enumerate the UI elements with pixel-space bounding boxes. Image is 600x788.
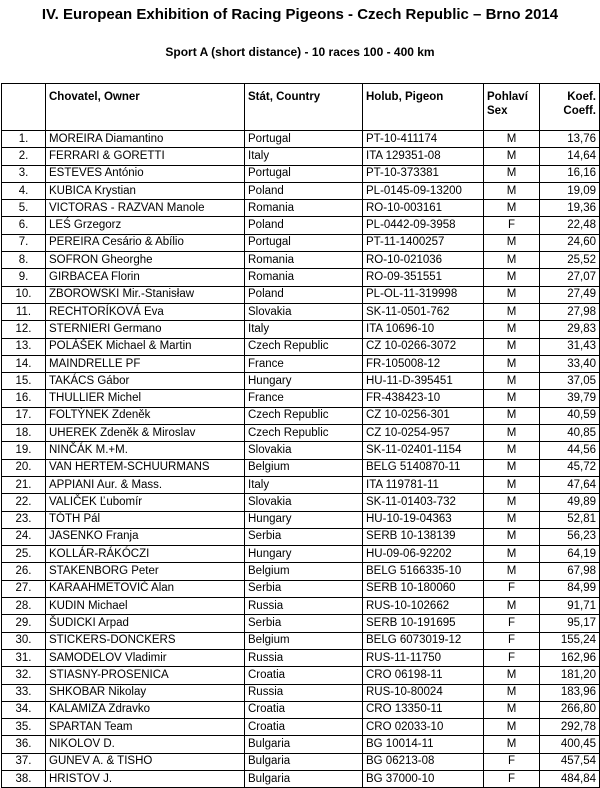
cell-rank: 3. [2, 165, 46, 182]
cell-rank: 37. [2, 753, 46, 770]
cell-coefficient: 266,80 [540, 701, 600, 718]
cell-coefficient: 56,23 [540, 528, 600, 545]
cell-rank: 1. [2, 131, 46, 148]
cell-country: Slovakia [245, 494, 363, 511]
cell-sex: M [484, 494, 540, 511]
cell-country: Italy [245, 148, 363, 165]
cell-pigeon: HU-10-19-04363 [363, 511, 484, 528]
cell-country: Russia [245, 598, 363, 615]
cell-sex: M [484, 476, 540, 493]
cell-sex: M [484, 407, 540, 424]
table-row [2, 407, 600, 424]
cell-sex: M [484, 701, 540, 718]
cell-sex: M [484, 373, 540, 390]
cell-pigeon: PT-10-373381 [363, 165, 484, 182]
cell-country: Belgium [245, 459, 363, 476]
cell-rank: 35. [2, 719, 46, 736]
table-row [2, 286, 600, 303]
cell-coefficient: 484,84 [540, 770, 600, 787]
cell-pigeon: RUS-10-80024 [363, 684, 484, 701]
cell-coefficient: 25,52 [540, 252, 600, 269]
cell-coefficient: 49,89 [540, 494, 600, 511]
cell-sex: M [484, 252, 540, 269]
cell-sex: F [484, 217, 540, 234]
cell-sex: M [484, 442, 540, 459]
cell-owner: VICTORAS - RAZVAN Manole [46, 200, 245, 217]
table-row [2, 770, 600, 787]
cell-coefficient: 67,98 [540, 563, 600, 580]
cell-country: Serbia [245, 580, 363, 597]
cell-coefficient: 183,96 [540, 684, 600, 701]
cell-rank: 28. [2, 598, 46, 615]
cell-rank: 15. [2, 373, 46, 390]
cell-coefficient: 40,59 [540, 407, 600, 424]
cell-country: Poland [245, 217, 363, 234]
cell-rank: 17. [2, 407, 46, 424]
cell-coefficient: 27,07 [540, 269, 600, 286]
cell-rank: 9. [2, 269, 46, 286]
cell-coefficient: 91,71 [540, 598, 600, 615]
table-row [2, 494, 600, 511]
cell-pigeon: RO-10-021036 [363, 252, 484, 269]
cell-sex: M [484, 667, 540, 684]
cell-owner: GIRBACEA Florin [46, 269, 245, 286]
cell-owner: STIASNY-PROSENICA [46, 667, 245, 684]
cell-owner: SAMODELOV Vladimir [46, 649, 245, 666]
cell-coefficient: 155,24 [540, 632, 600, 649]
cell-rank: 25. [2, 546, 46, 563]
cell-country: Romania [245, 252, 363, 269]
table-row [2, 684, 600, 701]
cell-country: Russia [245, 684, 363, 701]
cell-pigeon: SERB 10-138139 [363, 528, 484, 545]
cell-sex: M [484, 321, 540, 338]
cell-pigeon: CZ 10-0266-3072 [363, 338, 484, 355]
cell-country: Russia [245, 649, 363, 666]
cell-pigeon: RO-09-351551 [363, 269, 484, 286]
cell-rank: 29. [2, 615, 46, 632]
cell-pigeon: ITA 129351-08 [363, 148, 484, 165]
cell-rank: 38. [2, 770, 46, 787]
cell-owner: TÓTH Pál [46, 511, 245, 528]
cell-country: Bulgaria [245, 736, 363, 753]
cell-rank: 6. [2, 217, 46, 234]
cell-rank: 13. [2, 338, 46, 355]
cell-country: Croatia [245, 667, 363, 684]
cell-owner: KALAMIZA Zdravko [46, 701, 245, 718]
cell-sex: M [484, 528, 540, 545]
cell-rank: 22. [2, 494, 46, 511]
cell-pigeon: RUS-10-102662 [363, 598, 484, 615]
cell-rank: 12. [2, 321, 46, 338]
cell-coefficient: 64,19 [540, 546, 600, 563]
cell-country: Czech Republic [245, 338, 363, 355]
cell-rank: 16. [2, 390, 46, 407]
header-owner: Chovatel, Owner [46, 84, 245, 131]
cell-pigeon: ITA 119781-11 [363, 476, 484, 493]
cell-sex: F [484, 649, 540, 666]
cell-country: Bulgaria [245, 770, 363, 787]
cell-pigeon: BG 06213-08 [363, 753, 484, 770]
cell-country: Romania [245, 200, 363, 217]
cell-owner: FERRARI & GORETTI [46, 148, 245, 165]
cell-owner: KARAAHMETOVIĆ Alan [46, 580, 245, 597]
cell-country: Bulgaria [245, 753, 363, 770]
cell-coefficient: 33,40 [540, 355, 600, 372]
cell-owner: PEREIRA Cesário & Abílio [46, 234, 245, 251]
cell-sex: F [484, 770, 540, 787]
cell-owner: GUNEV A. & TISHO [46, 753, 245, 770]
cell-pigeon: FR-438423-10 [363, 390, 484, 407]
cell-owner: MAINDRELLE PF [46, 355, 245, 372]
cell-sex: M [484, 131, 540, 148]
table-row [2, 753, 600, 770]
table-row [2, 701, 600, 718]
table-row [2, 632, 600, 649]
cell-pigeon: SK-11-01403-732 [363, 494, 484, 511]
cell-country: France [245, 390, 363, 407]
cell-sex: M [484, 390, 540, 407]
table-row [2, 563, 600, 580]
cell-pigeon: BELG 5140870-11 [363, 459, 484, 476]
cell-owner: KUBICA Krystian [46, 182, 245, 199]
cell-sex: M [484, 563, 540, 580]
header-sex-line1: Pohlaví [487, 91, 528, 103]
cell-coefficient: 84,99 [540, 580, 600, 597]
cell-country: Slovakia [245, 442, 363, 459]
cell-coefficient: 400,45 [540, 736, 600, 753]
cell-coefficient: 37,05 [540, 373, 600, 390]
cell-pigeon: SK-11-02401-1154 [363, 442, 484, 459]
cell-owner: SPARTAN Team [46, 719, 245, 736]
cell-coefficient: 31,43 [540, 338, 600, 355]
cell-owner: ESTEVES António [46, 165, 245, 182]
cell-rank: 24. [2, 528, 46, 545]
table-body [2, 131, 600, 788]
cell-country: Croatia [245, 719, 363, 736]
cell-pigeon: PL-0442-09-3958 [363, 217, 484, 234]
cell-owner: STAKENBORG Peter [46, 563, 245, 580]
cell-pigeon: PL-0145-09-13200 [363, 182, 484, 199]
cell-owner: MOREIRA Diamantino [46, 131, 245, 148]
table-row [2, 719, 600, 736]
cell-owner: JASENKO Franja [46, 528, 245, 545]
cell-rank: 18. [2, 425, 46, 442]
cell-pigeon: PT-11-1400257 [363, 234, 484, 251]
cell-pigeon: ITA 10696-10 [363, 321, 484, 338]
table-row [2, 459, 600, 476]
cell-pigeon: CRO 13350-11 [363, 701, 484, 718]
cell-owner: STERNIERI Germano [46, 321, 245, 338]
table-row [2, 390, 600, 407]
cell-owner: VAN HERTEM-SCHUURMANS [46, 459, 245, 476]
cell-pigeon: PL-OL-11-319998 [363, 286, 484, 303]
cell-rank: 34. [2, 701, 46, 718]
cell-sex: M [484, 234, 540, 251]
cell-country: Italy [245, 321, 363, 338]
cell-owner: VALIČEK Ľubomír [46, 494, 245, 511]
cell-owner: THULLIER Michel [46, 390, 245, 407]
cell-pigeon: CZ 10-0256-301 [363, 407, 484, 424]
header-pigeon: Holub, Pigeon [363, 84, 484, 131]
cell-pigeon: PT-10-411174 [363, 131, 484, 148]
cell-owner: TAKÁCS Gábor [46, 373, 245, 390]
cell-coefficient: 19,36 [540, 200, 600, 217]
header-rank [2, 84, 46, 131]
cell-sex: M [484, 303, 540, 320]
cell-rank: 21. [2, 476, 46, 493]
cell-rank: 2. [2, 148, 46, 165]
cell-owner: HRISTOV J. [46, 770, 245, 787]
cell-pigeon: BG 37000-10 [363, 770, 484, 787]
table-row [2, 476, 600, 493]
cell-sex: F [484, 580, 540, 597]
cell-owner: NIKOLOV D. [46, 736, 245, 753]
cell-country: Serbia [245, 615, 363, 632]
cell-sex: M [484, 425, 540, 442]
cell-sex: M [484, 148, 540, 165]
cell-pigeon: HU-11-D-395451 [363, 373, 484, 390]
cell-rank: 19. [2, 442, 46, 459]
cell-sex: M [484, 511, 540, 528]
table-row [2, 200, 600, 217]
cell-country: Hungary [245, 373, 363, 390]
cell-coefficient: 27,49 [540, 286, 600, 303]
table-row [2, 165, 600, 182]
table-row [2, 580, 600, 597]
cell-rank: 10. [2, 286, 46, 303]
cell-sex: M [484, 286, 540, 303]
cell-pigeon: SK-11-0501-762 [363, 303, 484, 320]
cell-sex: F [484, 632, 540, 649]
cell-owner: KUDIN Michael [46, 598, 245, 615]
table-row [2, 148, 600, 165]
cell-owner: KOLLÁR-RÁKÓCZI [46, 546, 245, 563]
cell-sex: F [484, 753, 540, 770]
cell-country: Czech Republic [245, 407, 363, 424]
cell-coefficient: 45,72 [540, 459, 600, 476]
cell-owner: NINČÁK M.+M. [46, 442, 245, 459]
cell-coefficient: 16,16 [540, 165, 600, 182]
cell-pigeon: BELG 5166335-10 [363, 563, 484, 580]
cell-country: Portugal [245, 165, 363, 182]
cell-sex: M [484, 546, 540, 563]
cell-pigeon: FR-105008-12 [363, 355, 484, 372]
table-row [2, 131, 600, 148]
cell-owner: STICKERS-DONCKERS [46, 632, 245, 649]
cell-pigeon: BG 10014-11 [363, 736, 484, 753]
cell-coefficient: 292,78 [540, 719, 600, 736]
cell-coefficient: 52,81 [540, 511, 600, 528]
cell-rank: 20. [2, 459, 46, 476]
cell-owner: SHKOBAR Nikolay [46, 684, 245, 701]
cell-rank: 32. [2, 667, 46, 684]
cell-pigeon: CRO 02033-10 [363, 719, 484, 736]
table-row [2, 321, 600, 338]
cell-rank: 36. [2, 736, 46, 753]
table-header-row [2, 84, 600, 131]
cell-country: Hungary [245, 511, 363, 528]
table-row [2, 303, 600, 320]
cell-coefficient: 14,64 [540, 148, 600, 165]
cell-owner: ŠUDICKI Arpad [46, 615, 245, 632]
cell-sex: M [484, 736, 540, 753]
table-row [2, 234, 600, 251]
cell-rank: 23. [2, 511, 46, 528]
cell-rank: 31. [2, 649, 46, 666]
header-coef-line2: Coeff. [563, 105, 596, 117]
cell-rank: 5. [2, 200, 46, 217]
cell-country: Serbia [245, 528, 363, 545]
cell-rank: 14. [2, 355, 46, 372]
cell-sex: M [484, 338, 540, 355]
cell-pigeon: RO-10-003161 [363, 200, 484, 217]
cell-coefficient: 457,54 [540, 753, 600, 770]
cell-owner: SOFRON Gheorghe [46, 252, 245, 269]
table-row [2, 338, 600, 355]
cell-coefficient: 27,98 [540, 303, 600, 320]
table-row [2, 528, 600, 545]
cell-owner: FOLTÝNEK Zdeněk [46, 407, 245, 424]
cell-sex: M [484, 355, 540, 372]
cell-country: Czech Republic [245, 425, 363, 442]
cell-country: Croatia [245, 701, 363, 718]
header-coefficient [540, 84, 600, 131]
table-row [2, 182, 600, 199]
cell-country: Poland [245, 182, 363, 199]
cell-coefficient: 47,64 [540, 476, 600, 493]
cell-sex: M [484, 182, 540, 199]
table-row [2, 355, 600, 372]
cell-pigeon: SERB 10-191695 [363, 615, 484, 632]
cell-rank: 30. [2, 632, 46, 649]
cell-country: Poland [245, 286, 363, 303]
cell-owner: APPIANI Aur. & Mass. [46, 476, 245, 493]
cell-owner: LEŚ Grzegorz [46, 217, 245, 234]
cell-coefficient: 44,56 [540, 442, 600, 459]
cell-sex: M [484, 165, 540, 182]
results-table [1, 83, 600, 788]
table-row [2, 269, 600, 286]
cell-country: France [245, 355, 363, 372]
cell-coefficient: 19,09 [540, 182, 600, 199]
cell-pigeon: SERB 10-180060 [363, 580, 484, 597]
table-row [2, 442, 600, 459]
cell-rank: 4. [2, 182, 46, 199]
cell-owner: ZBOROWSKI Mir.-Stanisław [46, 286, 245, 303]
cell-pigeon: CRO 06198-11 [363, 667, 484, 684]
cell-country: Slovakia [245, 303, 363, 320]
table-row [2, 667, 600, 684]
cell-pigeon: HU-09-06-92202 [363, 546, 484, 563]
cell-sex: M [484, 598, 540, 615]
table-row [2, 252, 600, 269]
table-row [2, 736, 600, 753]
cell-sex: M [484, 459, 540, 476]
cell-coefficient: 24,60 [540, 234, 600, 251]
header-sex-line2: Sex [487, 105, 508, 117]
cell-country: Hungary [245, 546, 363, 563]
header-sex [484, 84, 540, 131]
table-row [2, 598, 600, 615]
cell-coefficient: 29,83 [540, 321, 600, 338]
cell-country: Portugal [245, 131, 363, 148]
cell-owner: UHEREK Zdeněk & Miroslav [46, 425, 245, 442]
cell-coefficient: 22,48 [540, 217, 600, 234]
header-coef-line1: Koef. [567, 91, 596, 103]
cell-sex: M [484, 719, 540, 736]
cell-sex: M [484, 200, 540, 217]
cell-rank: 26. [2, 563, 46, 580]
cell-rank: 11. [2, 303, 46, 320]
cell-country: Portugal [245, 234, 363, 251]
cell-rank: 7. [2, 234, 46, 251]
cell-country: Belgium [245, 563, 363, 580]
table-row [2, 546, 600, 563]
cell-pigeon: BELG 6073019-12 [363, 632, 484, 649]
document-title: IV. European Exhibition of Racing Pigeons - Czech Republic – Brno 2014 [41, 6, 559, 23]
cell-country: Belgium [245, 632, 363, 649]
cell-coefficient: 13,76 [540, 131, 600, 148]
table-row [2, 615, 600, 632]
cell-country: Romania [245, 269, 363, 286]
cell-rank: 27. [2, 580, 46, 597]
cell-coefficient: 40,85 [540, 425, 600, 442]
table-row [2, 425, 600, 442]
table-row [2, 217, 600, 234]
table-row [2, 373, 600, 390]
cell-pigeon: CZ 10-0254-957 [363, 425, 484, 442]
cell-pigeon: RUS-11-11750 [363, 649, 484, 666]
cell-rank: 8. [2, 252, 46, 269]
cell-owner: POLÁŠEK Michael & Martin [46, 338, 245, 355]
header-country: Stát, Country [245, 84, 363, 131]
cell-sex: M [484, 269, 540, 286]
cell-country: Italy [245, 476, 363, 493]
cell-coefficient: 181,20 [540, 667, 600, 684]
cell-owner: RECHTORÍKOVÁ Eva [46, 303, 245, 320]
cell-coefficient: 95,17 [540, 615, 600, 632]
cell-rank: 33. [2, 684, 46, 701]
document-subtitle: Sport A (short distance) - 10 races 100 - 400 km [165, 45, 435, 59]
cell-sex: M [484, 684, 540, 701]
table-row [2, 649, 600, 666]
cell-sex: F [484, 615, 540, 632]
cell-coefficient: 162,96 [540, 649, 600, 666]
table-row [2, 511, 600, 528]
cell-coefficient: 39,79 [540, 390, 600, 407]
